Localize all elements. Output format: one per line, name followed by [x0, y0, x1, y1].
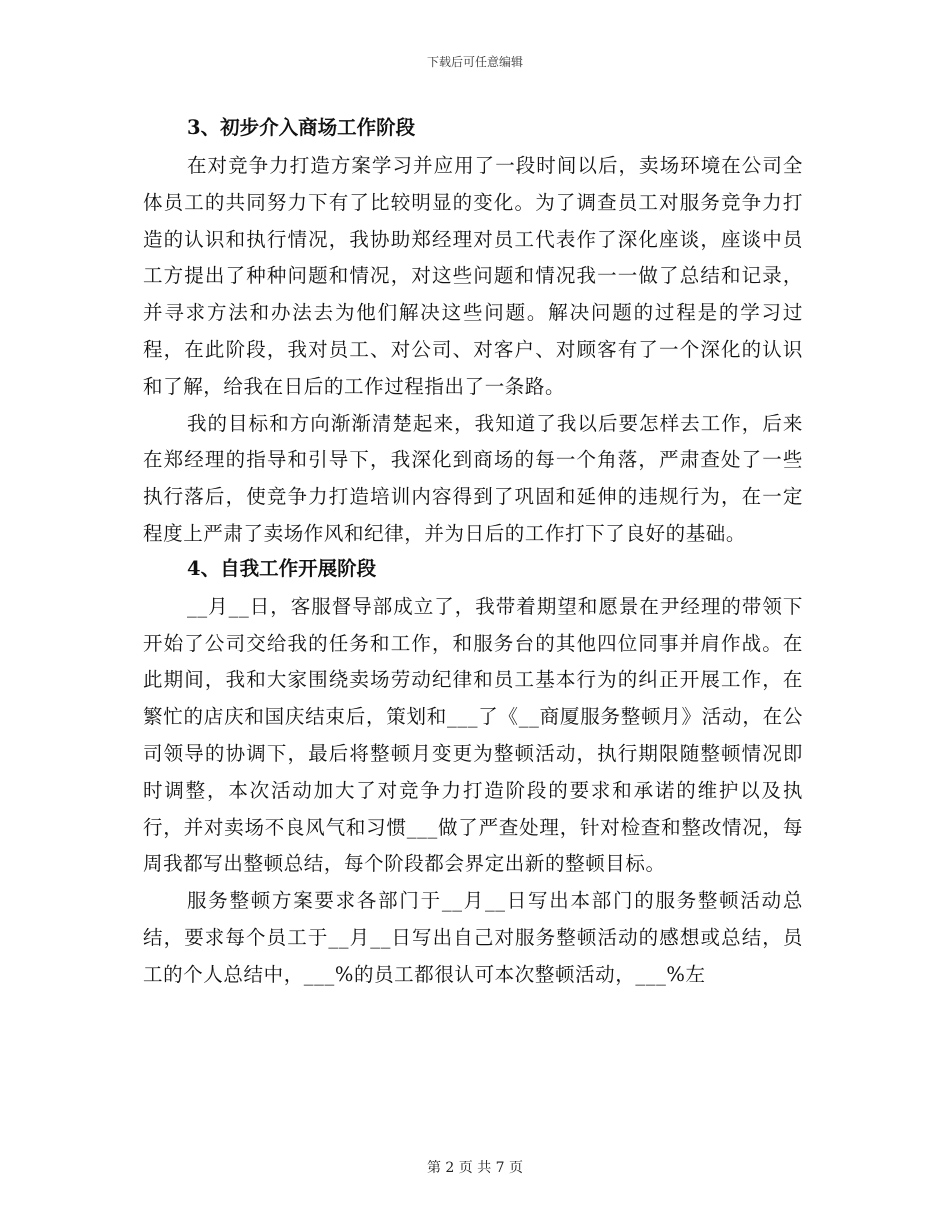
section-3: [143, 112, 803, 553]
document-body: [143, 112, 803, 994]
section-4: [143, 553, 803, 994]
paragraph: 我的目标和方向渐渐清楚起来，我知道了我以后要怎样去工作，后来在郑经理的指导和引导下，我深化到商场的每一个角落，严肃查处了一些执行落后，使竞争力打造培训内容得到了巩固和延伸的违规行为，在一定程度上严肃了卖场作风和纪律，并为日后的工作打下了良好的基础。: [143, 411, 803, 545]
page-header: 下载后可任意编辑: [426, 55, 523, 69]
section-heading: 4、自我工作开展阶段: [187, 556, 377, 580]
page-footer: 第 2 页 共 7 页: [426, 1160, 524, 1176]
paragraph: __月__日，客服督导部成立了，我带着期望和愿景在尹经理的带领下开始了公司交给我的任务和工作，和服务台的其他四位同事并肩作战。在此期间，我和大家围绕卖场劳动纪律和员工基本行为的纠正开展工作，在繁忙的店庆和国庆结束后，策划和___了《__商厦服务整顿月》活动，在公司领导的协调下，最后将整顿月变更为整顿活动，执行期限随整顿情况即时调整，本次活动加大了对竞争力打造阶段的要求和承诺的维护以及执行，并对卖场不良风气和习惯___做了严查处理，针对检查和整改情况，每周我都写出整顿总结，每个阶段都会界定出新的整顿目标。: [143, 594, 803, 876]
paragraph: 在对竞争力打造方案学习并应用了一段时间以后，卖场环境在公司全体员工的共同努力下有了比较明显的变化。为了调查员工对服务竞争力打造的认识和执行情况，我协助郑经理对员工代表作了深化座谈，座谈中员工方提出了种种问题和情况，对这些问题和情况我一一做了总结和记录，并寻求方法和办法去为他们解决这些问题。解决问题的过程是的学习过程，在此阶段，我对员工、对公司、对客户、对顾客有了一个深化的认识和了解，给我在日后的工作过程指出了一条路。: [143, 154, 803, 398]
section-heading: 3、初步介入商场工作阶段: [187, 116, 416, 139]
paragraph: 服务整顿方案要求各部门于__月__日写出本部门的服务整顿活动总结，要求每个员工于__月__日写出自己对服务整顿活动的感想或总结，员工的个人总结中，___%的员工都很认可本次整顿活动，___%左: [143, 889, 803, 986]
